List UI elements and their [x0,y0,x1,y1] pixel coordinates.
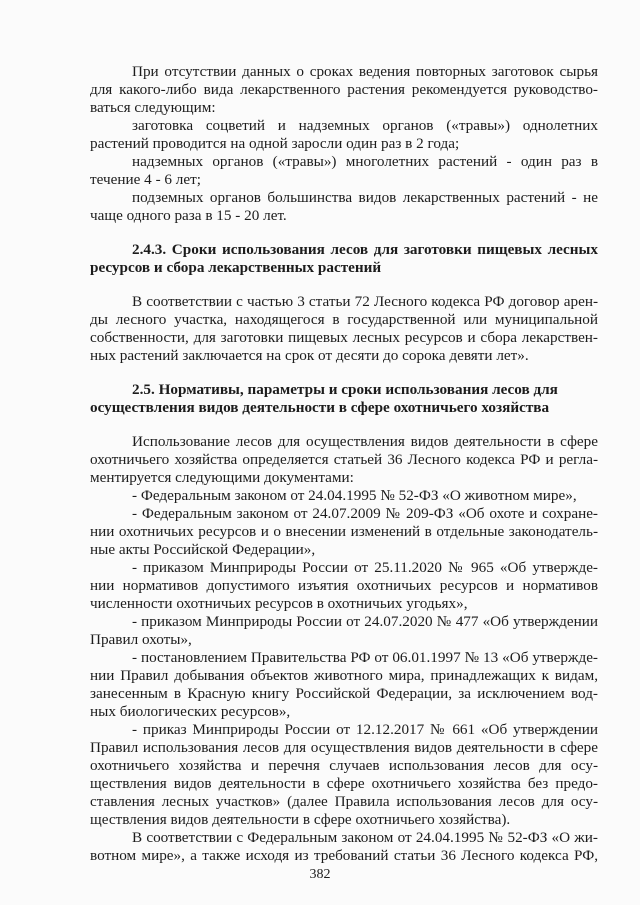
text-line: охотничьего хозяйства и перечня случаев использования лесов для осу- [90,757,598,774]
text-line: ды лесного участка, находящегося в государственной или муниципальной [90,311,598,328]
text-line: - приказом Минприроды России от 24.07.2020 № 477 «Об утверждении [132,613,598,630]
text-line: охотничьего хозяйства определяется статьей 36 Лесного кодекса РФ и регла- [90,451,598,468]
text-line: заготовка соцветий и надземных органов («травы») однолетних [132,117,598,134]
section-heading-line: осуществления видов деятельности в сфере охотничьего хозяйства [90,399,550,416]
text-line: ментируется следующими документами: [90,469,354,486]
section-heading-line: ресурсов и сбора лекарственных растений [90,259,382,276]
text-line: чаще одного раза в 15 - 20 лет. [90,207,287,224]
text-line: нии нормативов допустимого изъятия охотничьих ресурсов и нормативов [90,577,598,594]
text-line: течение 4 - 6 лет; [90,171,201,188]
text-line: ных биологических ресурсов», [90,703,291,720]
text-line: нии охотничьих ресурсов и о внесении изменений в отдельные законодатель- [90,523,598,540]
text-line: ществления видов деятельности в сфере охотничьего хозяйства без предо- [90,775,598,792]
text-line: Правил охоты», [90,631,192,648]
text-line: Использование лесов для осуществления видов деятельности в сфере [132,433,598,450]
text-line: подземных органов большинства видов лекарственных растений - не [132,189,598,206]
text-line: При отсутствии данных о сроках ведения повторных заготовок сырья [132,63,598,80]
text-line: Правил использования лесов для осуществления видов деятельности в сфере [90,739,598,756]
text-line: ваться следующим: [90,99,216,116]
text-line: собственности, для заготовки пищевых лесных ресурсов и сбора лекарствен- [90,329,598,346]
text-line: растений проводится на одной заросли один раз в 2 года; [90,135,460,152]
text-line: занесенным в Красную книгу Российской Федерации, за исключением вод- [90,685,598,702]
page-number: 382 [309,867,331,882]
section-heading-line: 2.5. Нормативы, параметры и сроки использования лесов для [132,381,558,398]
text-line: ных растений заключается на срок от десяти до сорока девяти лет». [90,347,529,364]
text-line: ществления видов деятельности в сфере охотничьего хозяйства). [90,811,511,828]
text-line: нии Правил добывания объектов животного мира, принадлежащих к видам, [90,667,598,684]
text-line: ные акты Российской Федерации», [90,541,316,558]
text-line: надземных органов («травы») многолетних растений - один раз в [132,153,598,170]
text-line: - Федеральным законом от 24.04.1995 № 52-ФЗ «О животном мире», [132,487,577,504]
text-line: В соответствии с частью 3 статьи 72 Лесного кодекса РФ договор арен- [132,293,598,310]
text-line: - приказом Минприроды России от 25.11.2020 № 965 «Об утвержде- [132,559,598,576]
text-line: численности охотничьих ресурсов в охотничьих угодьях», [90,595,468,612]
text-line: вотном мире», а также исходя из требований статьи 36 Лесного кодекса РФ, [90,847,598,864]
text-line: для какого-либо вида лекарственного растения рекомендуется руководство- [90,81,598,98]
section-heading-line: 2.4.3. Сроки использования лесов для заготовки пищевых лесных [132,241,598,258]
text-line: В соответствии с Федеральным законом от 24.04.1995 № 52-ФЗ «О жи- [132,829,598,846]
text-line: - Федеральным законом от 24.07.2009 № 209-ФЗ «Об охоте и сохране- [132,505,598,522]
text-line: - приказ Минприроды России от 12.12.2017 № 661 «Об утверждении [132,721,598,738]
text-line: ставления лесных участков» (далее Правила использования лесов для осу- [90,793,598,810]
text-line: - постановлением Правительства РФ от 06.01.1997 № 13 «Об утвержде- [132,649,598,666]
